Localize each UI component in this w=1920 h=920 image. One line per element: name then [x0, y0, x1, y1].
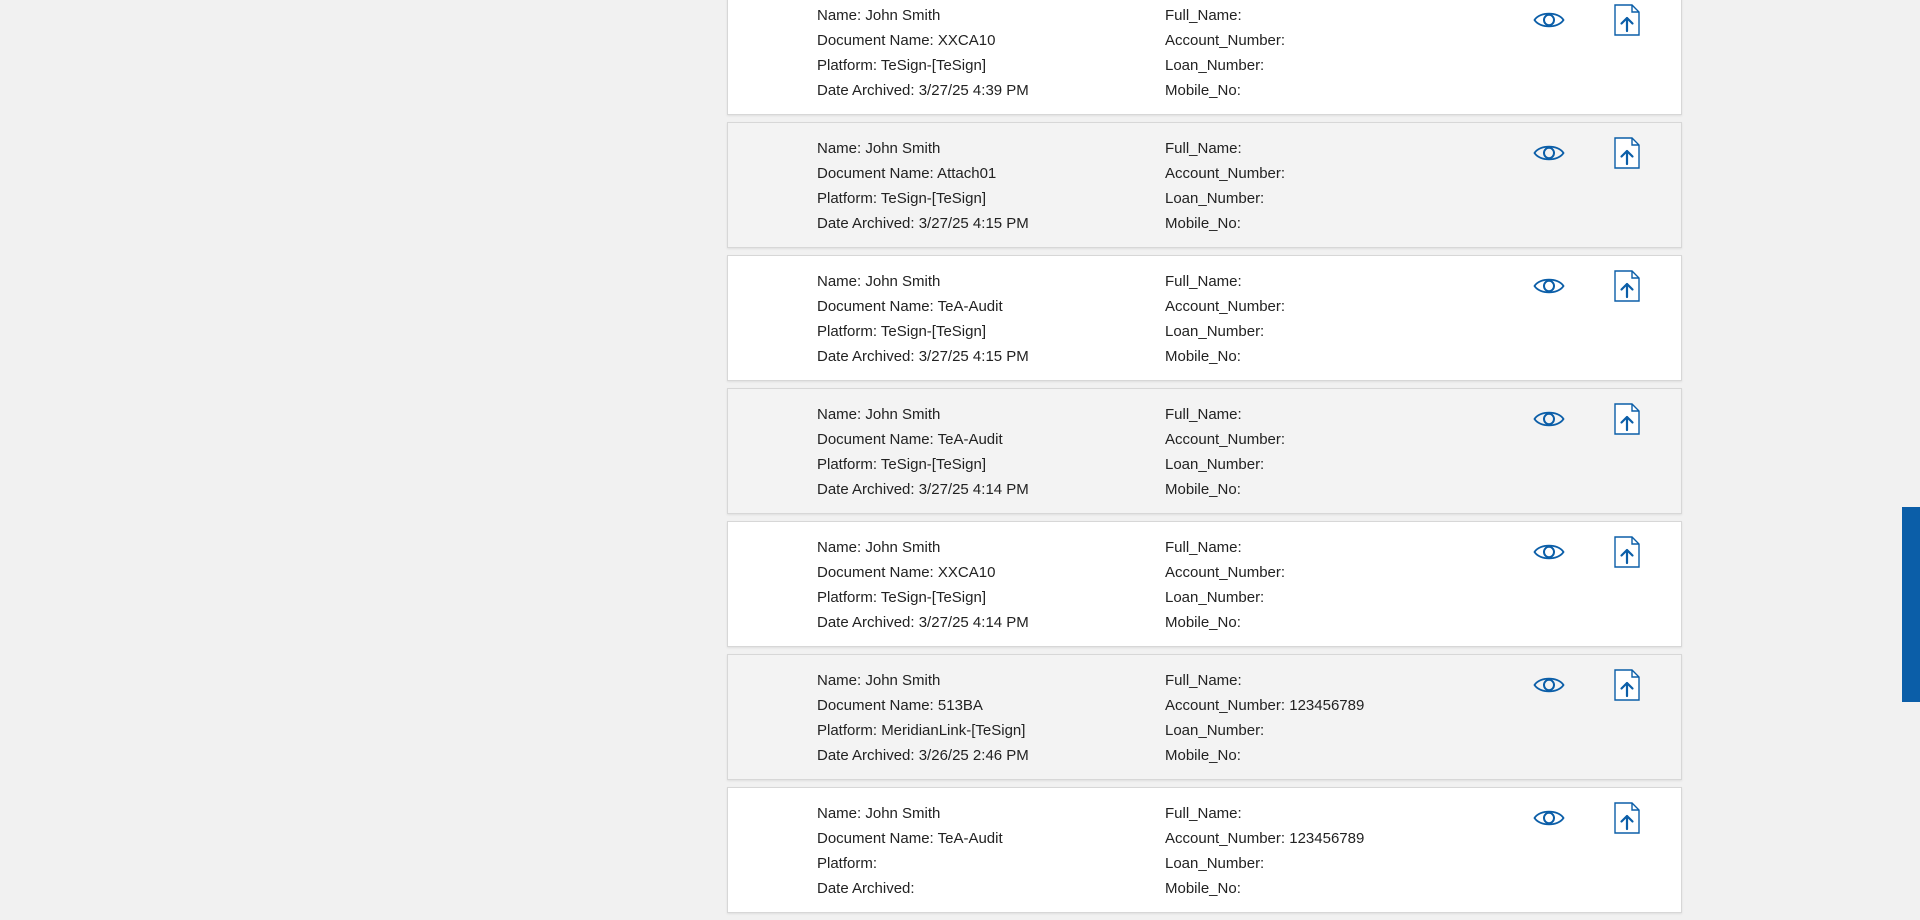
record-platform: Platform: — [817, 855, 882, 872]
record-metadata — [1165, 668, 1364, 768]
record-date-archived: Date Archived: 3/27/25 4:14 PM — [817, 614, 1029, 631]
record-platform: Platform: TeSign-[TeSign] — [817, 57, 986, 74]
record-document-name: Document Name: TeA-Audit — [817, 431, 1003, 448]
document-upload-icon — [1613, 668, 1641, 702]
view-document-button[interactable] — [1529, 266, 1569, 306]
document-upload-icon — [1613, 136, 1641, 170]
archive-record-card — [727, 654, 1682, 780]
eye-icon — [1533, 542, 1565, 562]
document-upload-button[interactable] — [1607, 266, 1647, 306]
record-platform: Platform: TeSign-[TeSign] — [817, 323, 986, 340]
record-document-name: Document Name: TeA-Audit — [817, 830, 1003, 847]
document-upload-icon — [1613, 269, 1641, 303]
record-loan-number: Loan_Number: — [1165, 722, 1269, 739]
record-date-archived: Date Archived: 3/27/25 4:15 PM — [817, 215, 1029, 232]
record-full-name: Full_Name: — [1165, 539, 1246, 556]
record-name: Name: John Smith — [817, 672, 941, 689]
record-date-archived: Date Archived: — [817, 880, 919, 897]
record-name: Name: John Smith — [817, 539, 941, 556]
record-document-name: Document Name: XXCA10 — [817, 32, 996, 49]
record-full-name: Full_Name: — [1165, 273, 1246, 290]
document-upload-icon — [1613, 535, 1641, 569]
record-account-number: Account_Number: 123456789 — [1165, 830, 1365, 847]
record-mobile-no: Mobile_No: — [1165, 348, 1246, 365]
record-account-number: Account_Number: — [1165, 431, 1290, 448]
record-metadata — [1165, 402, 1289, 502]
archive-record-list — [727, 0, 1682, 920]
record-metadata — [1165, 3, 1289, 103]
record-document-name: Document Name: TeA-Audit — [817, 298, 1003, 315]
document-upload-button[interactable] — [1607, 0, 1647, 40]
record-loan-number: Loan_Number: — [1165, 323, 1269, 340]
record-date-archived: Date Archived: 3/27/25 4:15 PM — [817, 348, 1029, 365]
record-mobile-no: Mobile_No: — [1165, 215, 1246, 232]
view-document-button[interactable] — [1529, 532, 1569, 572]
record-details — [817, 136, 1029, 236]
record-platform: Platform: TeSign-[TeSign] — [817, 190, 986, 207]
archive-record-card — [727, 388, 1682, 514]
record-full-name: Full_Name: — [1165, 406, 1246, 423]
scrollbar-thumb[interactable] — [1902, 507, 1920, 702]
document-upload-icon — [1613, 801, 1641, 835]
record-platform: Platform: TeSign-[TeSign] — [817, 456, 986, 473]
record-full-name: Full_Name: — [1165, 140, 1246, 157]
record-account-number: Account_Number: 123456789 — [1165, 697, 1365, 714]
record-full-name: Full_Name: — [1165, 805, 1246, 822]
record-loan-number: Loan_Number: — [1165, 855, 1269, 872]
record-details — [817, 402, 1029, 502]
record-details — [817, 535, 1029, 635]
document-upload-button[interactable] — [1607, 798, 1647, 838]
archive-record-card — [727, 255, 1682, 381]
record-platform: Platform: MeridianLink-[TeSign] — [817, 722, 1026, 739]
record-metadata — [1165, 269, 1289, 369]
record-name: Name: John Smith — [817, 7, 941, 24]
view-document-button[interactable] — [1529, 665, 1569, 705]
eye-icon — [1533, 143, 1565, 163]
record-mobile-no: Mobile_No: — [1165, 880, 1246, 897]
record-loan-number: Loan_Number: — [1165, 57, 1269, 74]
record-details — [817, 801, 1003, 901]
record-mobile-no: Mobile_No: — [1165, 614, 1246, 631]
archive-record-card — [727, 122, 1682, 248]
record-account-number: Account_Number: — [1165, 298, 1290, 315]
record-name: Name: John Smith — [817, 140, 941, 157]
eye-icon — [1533, 276, 1565, 296]
record-loan-number: Loan_Number: — [1165, 190, 1269, 207]
record-mobile-no: Mobile_No: — [1165, 481, 1246, 498]
record-name: Name: John Smith — [817, 805, 941, 822]
document-upload-button[interactable] — [1607, 532, 1647, 572]
record-mobile-no: Mobile_No: — [1165, 82, 1246, 99]
record-name: Name: John Smith — [817, 406, 941, 423]
view-document-button[interactable] — [1529, 133, 1569, 173]
record-account-number: Account_Number: — [1165, 165, 1290, 182]
view-document-button[interactable] — [1529, 399, 1569, 439]
document-upload-button[interactable] — [1607, 665, 1647, 705]
eye-icon — [1533, 409, 1565, 429]
archive-record-card — [727, 787, 1682, 913]
record-mobile-no: Mobile_No: — [1165, 747, 1246, 764]
record-details — [817, 668, 1029, 768]
document-upload-icon — [1613, 402, 1641, 436]
archive-record-card — [727, 521, 1682, 647]
eye-icon — [1533, 675, 1565, 695]
record-document-name: Document Name: 513BA — [817, 697, 983, 714]
document-upload-button[interactable] — [1607, 399, 1647, 439]
document-upload-icon — [1613, 3, 1641, 37]
record-metadata — [1165, 136, 1289, 236]
record-loan-number: Loan_Number: — [1165, 589, 1269, 606]
record-date-archived: Date Archived: 3/26/25 2:46 PM — [817, 747, 1029, 764]
view-document-button[interactable] — [1529, 0, 1569, 40]
record-platform: Platform: TeSign-[TeSign] — [817, 589, 986, 606]
record-full-name: Full_Name: — [1165, 672, 1246, 689]
document-upload-button[interactable] — [1607, 133, 1647, 173]
archive-record-card — [727, 0, 1682, 115]
record-account-number: Account_Number: — [1165, 564, 1290, 581]
eye-icon — [1533, 808, 1565, 828]
record-details — [817, 269, 1029, 369]
record-loan-number: Loan_Number: — [1165, 456, 1269, 473]
view-document-button[interactable] — [1529, 798, 1569, 838]
record-full-name: Full_Name: — [1165, 7, 1246, 24]
eye-icon — [1533, 10, 1565, 30]
record-date-archived: Date Archived: 3/27/25 4:14 PM — [817, 481, 1029, 498]
record-document-name: Document Name: Attach01 — [817, 165, 997, 182]
record-metadata — [1165, 801, 1364, 901]
record-details — [817, 3, 1029, 103]
record-account-number: Account_Number: — [1165, 32, 1290, 49]
record-document-name: Document Name: XXCA10 — [817, 564, 996, 581]
record-metadata — [1165, 535, 1289, 635]
record-name: Name: John Smith — [817, 273, 941, 290]
record-date-archived: Date Archived: 3/27/25 4:39 PM — [817, 82, 1029, 99]
